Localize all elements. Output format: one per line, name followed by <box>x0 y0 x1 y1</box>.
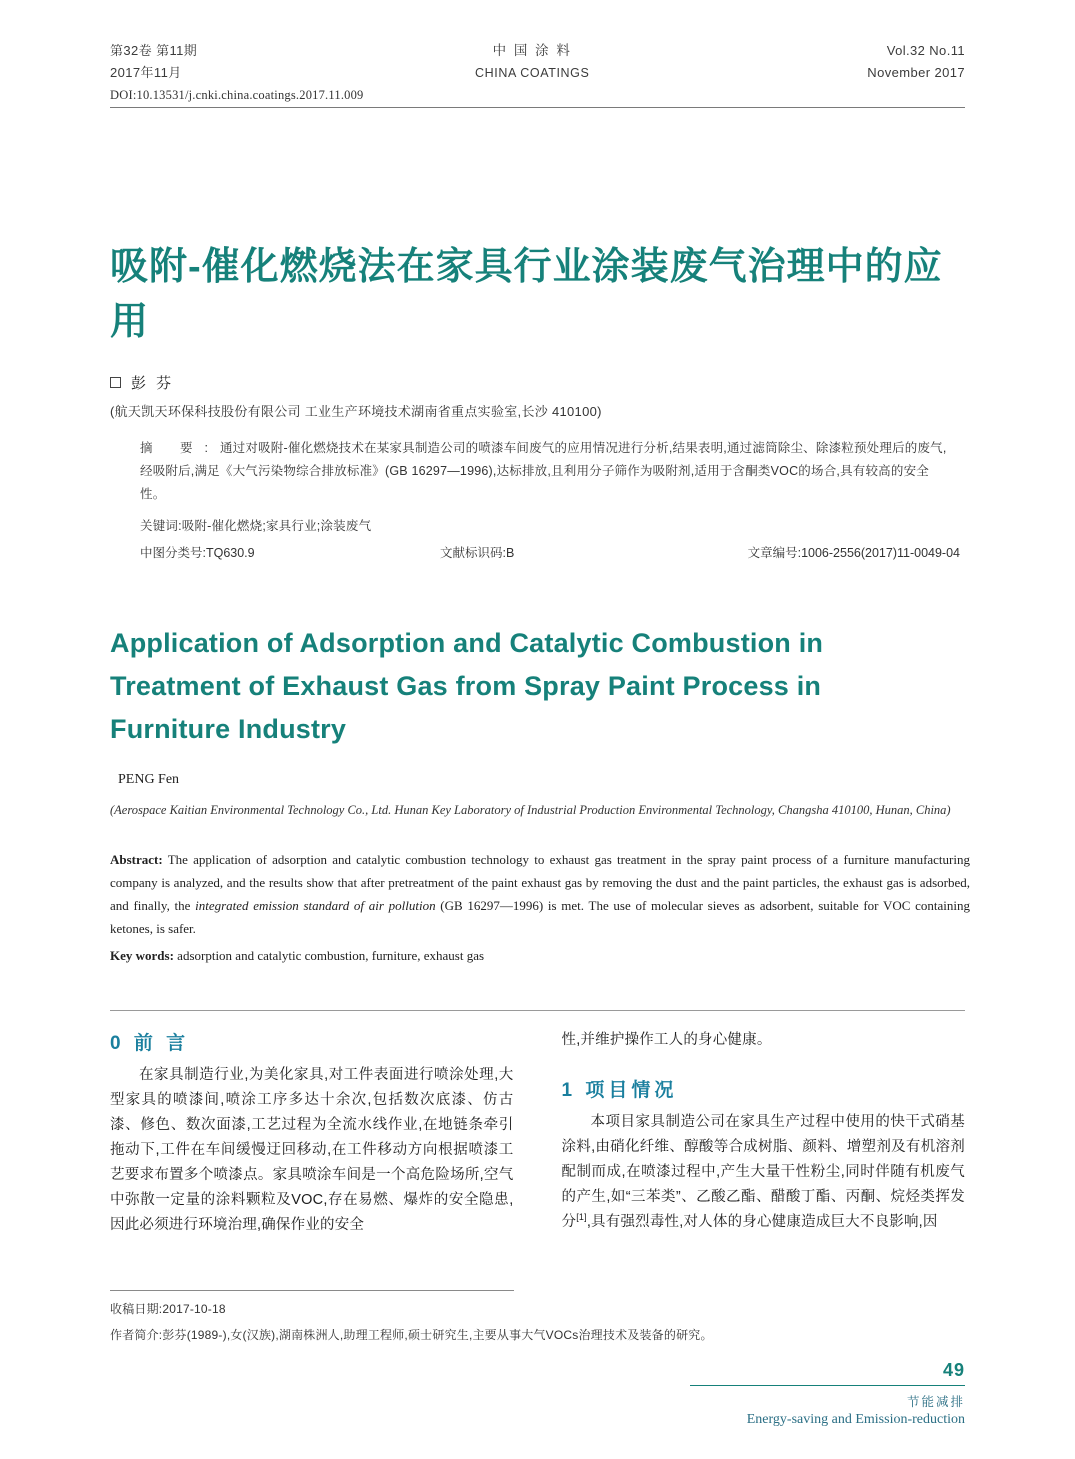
running-head-left <box>110 40 197 84</box>
author-name-en: PENG Fen <box>118 772 180 787</box>
author-name-cn: 彭 芬 <box>131 375 175 392</box>
body-column-left <box>110 1028 514 1238</box>
title-en: Application of Adsorption and Catalytic Combustion in Treatment of Exhaust Gas from Spray Paint Process in Furniture Industry <box>110 628 824 745</box>
footer-section-cn: 节能减排 <box>906 1395 965 1409</box>
section-1-text-b: ,具有强烈毒性,对人体的身心健康造成巨大不良影响,因 <box>586 1213 938 1230</box>
volume-issue-cn: 第32卷 第11期 <box>110 43 198 58</box>
page-footer <box>690 1360 965 1428</box>
author-name-cn-row <box>110 372 970 393</box>
abstract-en <box>110 848 970 941</box>
section-1-text-a: 本项目家具制造公司在家具生产过程中使用的快干式硝基涂料,由硝化纤维、醇酸等合成树脂、颜料、增塑剂及有机溶剂配制而成,在喷漆过程中,产生大量干性粉尘,同时伴随有机废气的产生,如“三苯类”、乙酸乙酯、醋酸丁酯、丙酮、烷烃类挥发分 <box>561 1113 965 1230</box>
section-0-paragraph-continued: 性,并维护操作工人的身心健康。 <box>561 1032 772 1048</box>
section-1-paragraph <box>562 1110 966 1235</box>
section-heading-1: 1 项目情况 <box>561 1079 678 1101</box>
author-block-cn <box>110 372 970 420</box>
title-cn: 吸附-催化燃烧法在家具行业涂装废气治理中的应用 <box>110 246 943 344</box>
reference-marker-1: [1] <box>576 1211 587 1222</box>
abstract-label-en: Abstract: <box>110 852 163 867</box>
header-divider <box>110 107 965 108</box>
keywords-text-en: adsorption and catalytic combustion, furniture, exhaust gas <box>173 948 485 963</box>
volume-issue-en: Vol.32 No.11 <box>886 43 965 58</box>
footer-section-en: Energy-saving and Emission-reduction <box>746 1412 965 1427</box>
section-0-paragraph: 在家具制造行业,为美化家具,对工件表面进行喷涂处理,大型家具的喷漆间,喷涂工序多达十余次,包括数次底漆、仿古漆、修色、数次面漆,工艺过程为全流水线作业,在地链条牵引拖动下,工件在车间缓慢迂回移动,在工件移动方向根据喷漆工艺要求布置多个喷漆点。家具喷涂车间是一个高危险场所,空气中弥散一定量的涂料颗粒及VOC,存在易燃、爆炸的安全隐患,因此必须进行环境治理,确保作业的安全 <box>110 1067 514 1233</box>
square-bullet-icon <box>110 377 121 388</box>
date-en: November 2017 <box>867 65 965 81</box>
body-column-right <box>562 1028 966 1238</box>
keywords-label-en: Key words: <box>110 948 174 963</box>
keywords-cn: 关键词:吸附-催化燃烧;家具行业;涂装废气 <box>140 519 372 533</box>
body-divider <box>110 1010 965 1011</box>
document-code: 文献标识码:B <box>440 546 515 560</box>
footnote-divider <box>110 1290 514 1291</box>
abstract-text-cn: 通过对吸附-催化燃烧技术在某家具制造公司的喷漆车间废气的应用情况进行分析,结果表明,通过滤筒除尘、除漆粒预处理后的废气,经吸附后,满足《大气污染物综合排放标准》(GB 16297—1996),达标排放,且利用分子筛作为吸附剂,适用于含酮类VOC的场合,具有较高的安全性。 <box>140 441 947 502</box>
abstract-en-part1: The application of adsorption and catalytic combustion technology to exhaust gas treatment in the spray paint process of a furniture manufacturing company is analyzed, and the results show that after pretreatment of the paint exhaust gas by removing the dust and the paint particles, the exhaust gas is adsorbed, and finally, the <box>110 852 970 914</box>
section-heading-0: 0 前 言 <box>110 1033 190 1054</box>
classification-row <box>140 543 960 561</box>
affiliation-en: (Aerospace Kaitian Environmental Technology Co., Ltd. Hunan Key Laboratory of Industrial Production Environmental Technology, Changsha 410100, Hunan, China) <box>110 803 951 817</box>
received-date: 收稿日期:2017-10-18 <box>110 1302 226 1316</box>
abstract-label-cn: 摘 要: <box>140 441 220 455</box>
running-head-center <box>475 40 589 84</box>
abstract-en-part2: (GB 16297—1996) is met. The use of molecular sieves as adsorbent, suitable for VOC containing ketones, is safer. <box>110 898 970 937</box>
affiliation-cn: (航天凯天环保科技股份有限公司 工业生产环境技术湖南省重点实验室,长沙 410100) <box>110 404 602 419</box>
running-head-right <box>867 40 965 84</box>
footer-divider <box>690 1385 965 1386</box>
author-bio: 作者简介:彭芬(1989-),女(汉族),湖南株洲人,助理工程师,硕士研究生,主要从事大气VOCs治理技术及装备的研究。 <box>110 1328 713 1342</box>
keywords-en <box>110 948 970 964</box>
abstract-en-italic-standard: integrated emission standard of air pollution <box>195 898 436 914</box>
article-id: 文章编号:1006-2556(2017)11-0049-04 <box>747 546 960 560</box>
body-columns <box>110 1028 965 1238</box>
running-head <box>110 40 965 84</box>
clc-number: 中图分类号:TQ630.9 <box>140 546 255 560</box>
journal-name-en: CHINA COATINGS <box>475 65 590 80</box>
journal-name-cn: 中 国 涂 料 <box>492 43 572 58</box>
page-number: 49 <box>942 1360 965 1380</box>
abstract-cn <box>140 437 950 506</box>
date-cn: 2017年11月 <box>110 65 182 81</box>
doi-text: DOI:10.13531/j.cnki.china.coatings.2017.11.009 <box>110 88 364 102</box>
